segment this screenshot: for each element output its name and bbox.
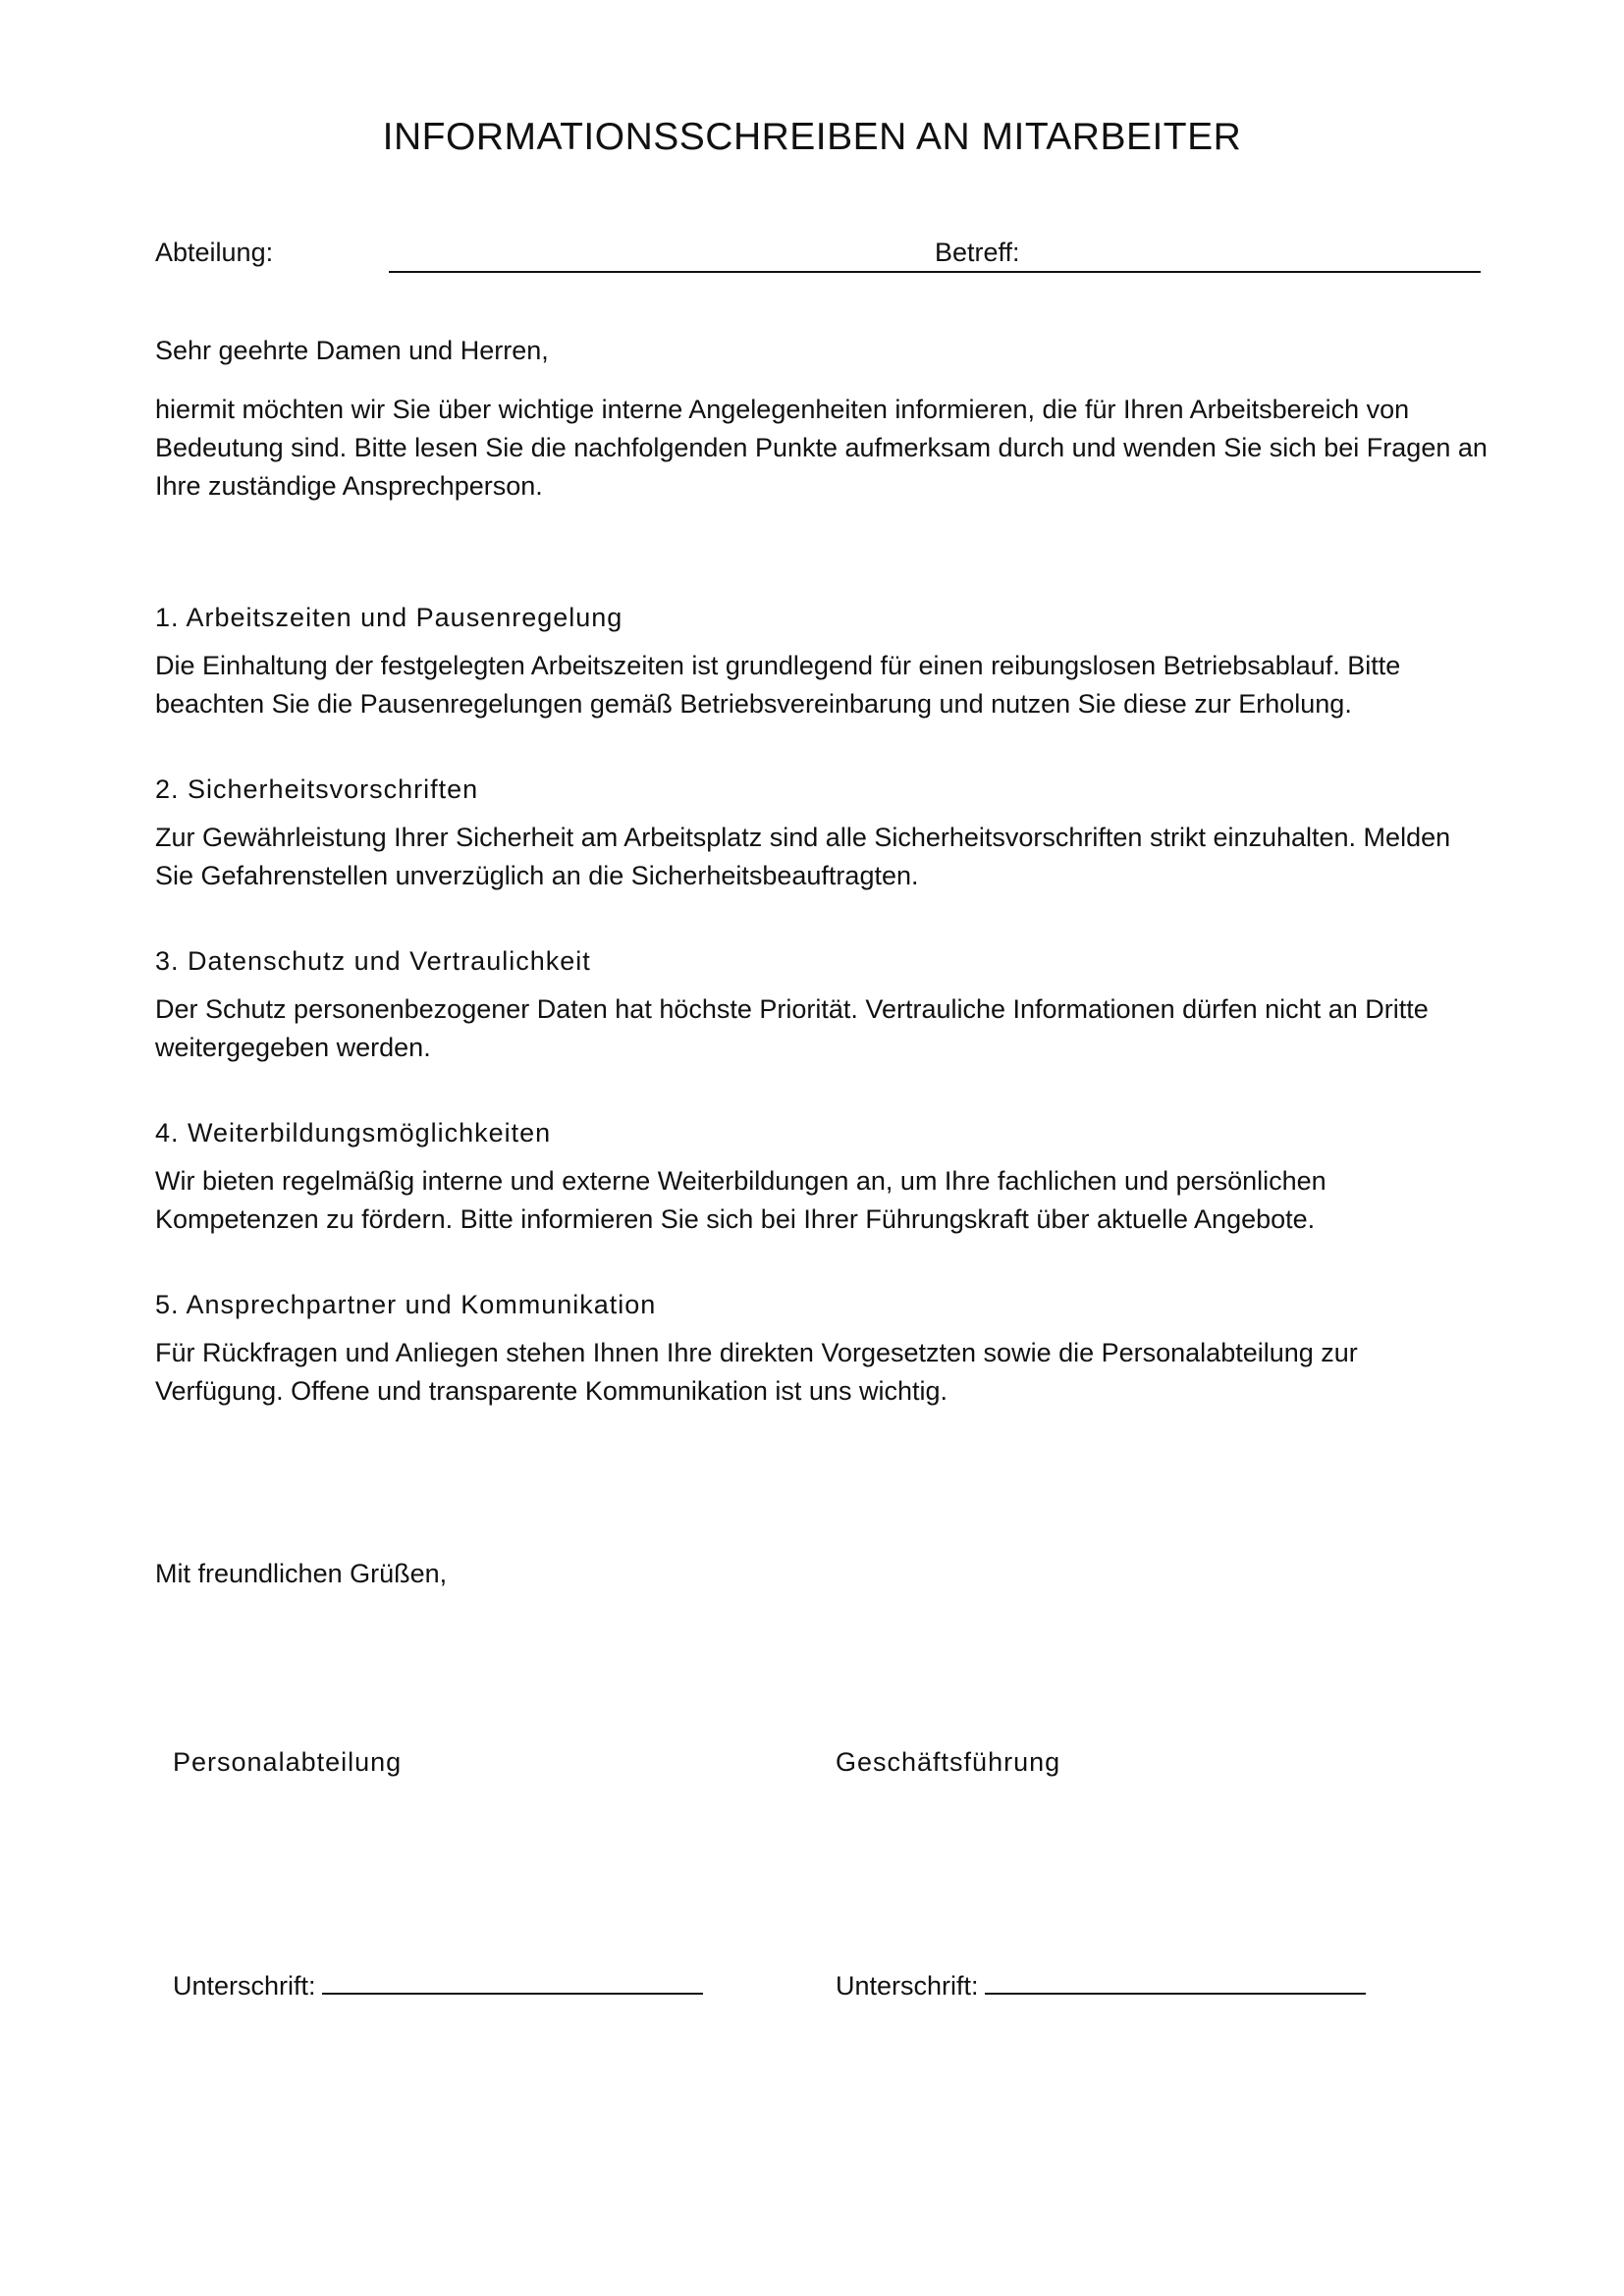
signature-underline — [985, 1967, 1366, 1995]
salutation: Sehr geehrte Damen und Herren, — [155, 336, 549, 365]
section-heading-4: 4. Weiterbildungsmöglichkeiten — [155, 1118, 552, 1148]
closing: Mit freundlichen Grüßen, — [155, 1559, 448, 1588]
section-body-2: Zur Gewährleistung Ihrer Sicherheit am Arbeitsplatz sind alle Sicherheitsvorschriften strikt einzuhalten. Melden Sie Gefahrenstellen unverzüglich an die Sicherheitsbeauftragten. — [155, 823, 1451, 890]
section-heading-2: 2. Sicherheitsvorschriften — [155, 774, 479, 804]
signature-line-management — [836, 1967, 1366, 2002]
signature-line-personal — [173, 1967, 703, 2002]
betreff-label: Betreff: — [935, 238, 1020, 267]
section-body-5: Für Rückfragen und Anliegen stehen Ihnen Ihre direkten Vorgesetzten sowie die Personalabteilung zur Verfügung. Offene und transparente Kommunikation ist uns wichtig. — [155, 1338, 1358, 1406]
abteilung-label: Abteilung: — [155, 238, 274, 267]
signature-org-management: Geschäftsführung — [836, 1747, 1061, 1777]
header-fields — [155, 236, 1481, 275]
signature-underline — [322, 1967, 703, 1995]
document-title: INFORMATIONSSCHREIBEN AN MITARBEITER — [382, 116, 1242, 158]
signature-label: Unterschrift: — [173, 1971, 316, 2001]
section-body-3: Der Schutz personenbezogener Daten hat höchste Priorität. Vertrauliche Informationen dürfen nicht an Dritte weitergegeben werden. — [155, 994, 1429, 1062]
section-heading-1: 1. Arbeitszeiten und Pausenregelung — [155, 603, 623, 632]
section-body-1: Die Einhaltung der festgelegten Arbeitszeiten ist grundlegend für einen reibungslosen Betriebsablauf. Bitte beachten Sie die Pausenregelungen gemäß Betriebsvereinbarung und nutzen Sie diese zur Erholung. — [155, 651, 1401, 719]
signature-org-personal: Personalabteilung — [173, 1747, 403, 1777]
header-fill-line — [389, 271, 1481, 273]
section-body-4: Wir bieten regelmäßig interne und externe Weiterbildungen an, um Ihre fachlichen und persönlichen Kompetenzen zu fördern. Bitte informieren Sie sich bei Ihrer Führungskraft über aktuelle Angebote. — [155, 1166, 1326, 1234]
section-heading-3: 3. Datenschutz und Vertraulichkeit — [155, 946, 591, 976]
intro-paragraph: hiermit möchten wir Sie über wichtige interne Angelegenheiten informieren, die für Ihren Arbeitsbereich von Bedeutung sind. Bitte lesen Sie die nachfolgenden Punkte aufmerksam durch und wenden Sie sich bei Fragen an Ihre zuständige Ansprechperson. — [155, 395, 1488, 501]
signature-label: Unterschrift: — [836, 1971, 979, 2001]
section-heading-5: 5. Ansprechpartner und Kommunikation — [155, 1290, 657, 1319]
